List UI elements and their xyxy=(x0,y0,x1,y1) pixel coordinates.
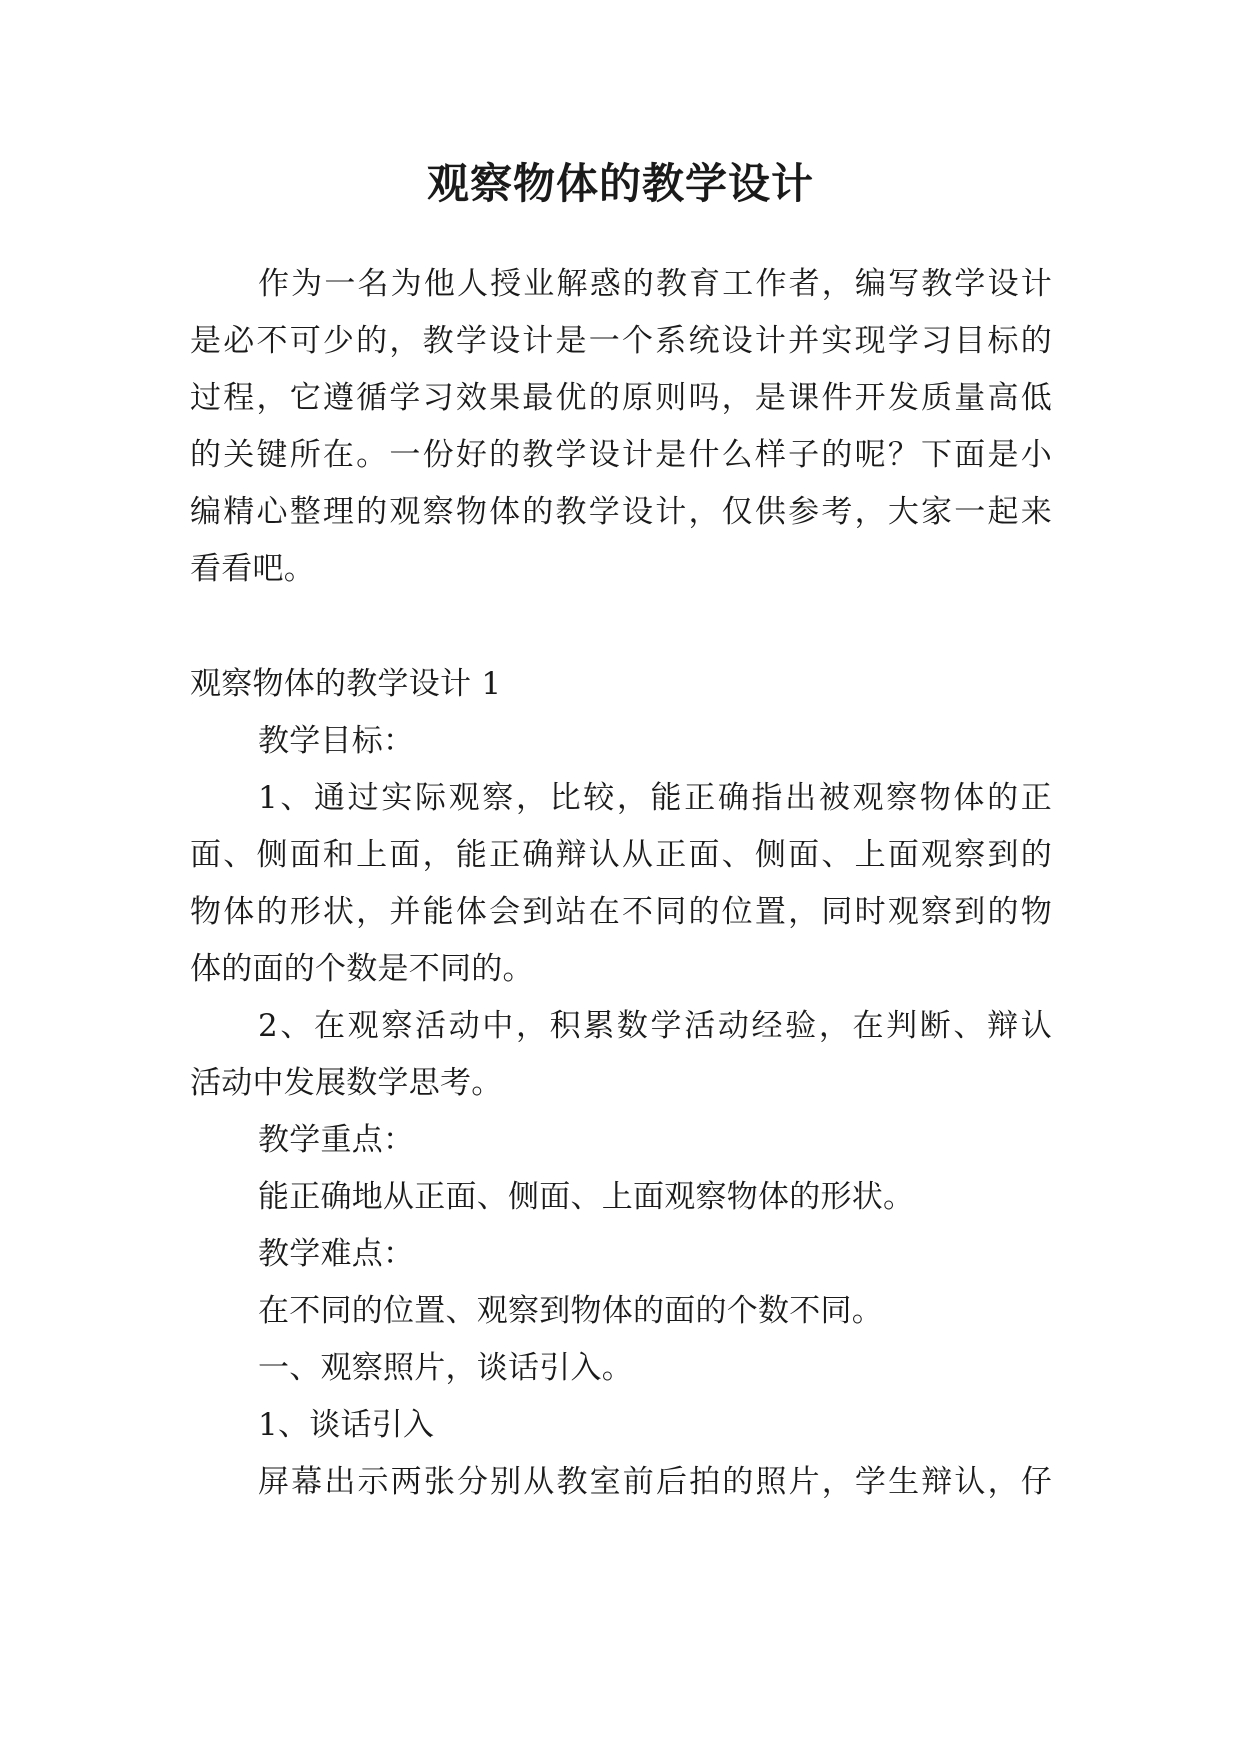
intro-line: 看看吧。 xyxy=(190,551,315,587)
intro-line: 编精心整理的观察物体的教学设计，仅供参考，大家一起来 xyxy=(190,494,1052,530)
step-1-heading: 一、观察照片，谈话引入。 xyxy=(258,1350,633,1386)
objective-1-line: 物体的形状，并能体会到站在不同的位置，同时观察到的物 xyxy=(190,894,1052,930)
key-point-text: 能正确地从正面、侧面、上面观察物体的形状。 xyxy=(258,1179,915,1215)
objective-1-line: 1、通过实际观察，比较，能正确指出被观察物体的正 xyxy=(258,780,1052,816)
intro-line: 的关键所在。一份好的教学设计是什么样子的呢？下面是小 xyxy=(190,437,1052,473)
difficulty-heading: 教学难点： xyxy=(258,1236,415,1272)
objectives-heading: 教学目标： xyxy=(258,723,415,759)
key-point-heading: 教学重点： xyxy=(258,1122,415,1158)
objective-2-line: 2、在观察活动中，积累数学活动经验，在判断、辩认 xyxy=(258,1008,1052,1044)
intro-line: 作为一名为他人授业解惑的教育工作者，编写教学设计 xyxy=(258,266,1052,302)
section-heading: 观察物体的教学设计 1 xyxy=(190,666,502,702)
document-title: 观察物体的教学设计 xyxy=(426,159,814,208)
objective-1-line: 体的面的个数是不同的。 xyxy=(190,951,534,987)
intro-line: 是必不可少的，教学设计是一个系统设计并实现学习目标的 xyxy=(190,323,1052,359)
objective-1-line: 面、侧面和上面，能正确辩认从正面、侧面、上面观察到的 xyxy=(190,837,1052,873)
intro-line: 过程，它遵循学习效果最优的原则吗，是课件开发质量高低 xyxy=(190,380,1052,416)
difficulty-text: 在不同的位置、观察到物体的面的个数不同。 xyxy=(258,1293,883,1329)
step-1-text: 屏幕出示两张分别从教室前后拍的照片，学生辩认，仔 xyxy=(258,1464,1052,1500)
step-1-subheading: 1、谈话引入 xyxy=(258,1407,435,1443)
objective-2-line: 活动中发展数学思考。 xyxy=(190,1065,503,1101)
